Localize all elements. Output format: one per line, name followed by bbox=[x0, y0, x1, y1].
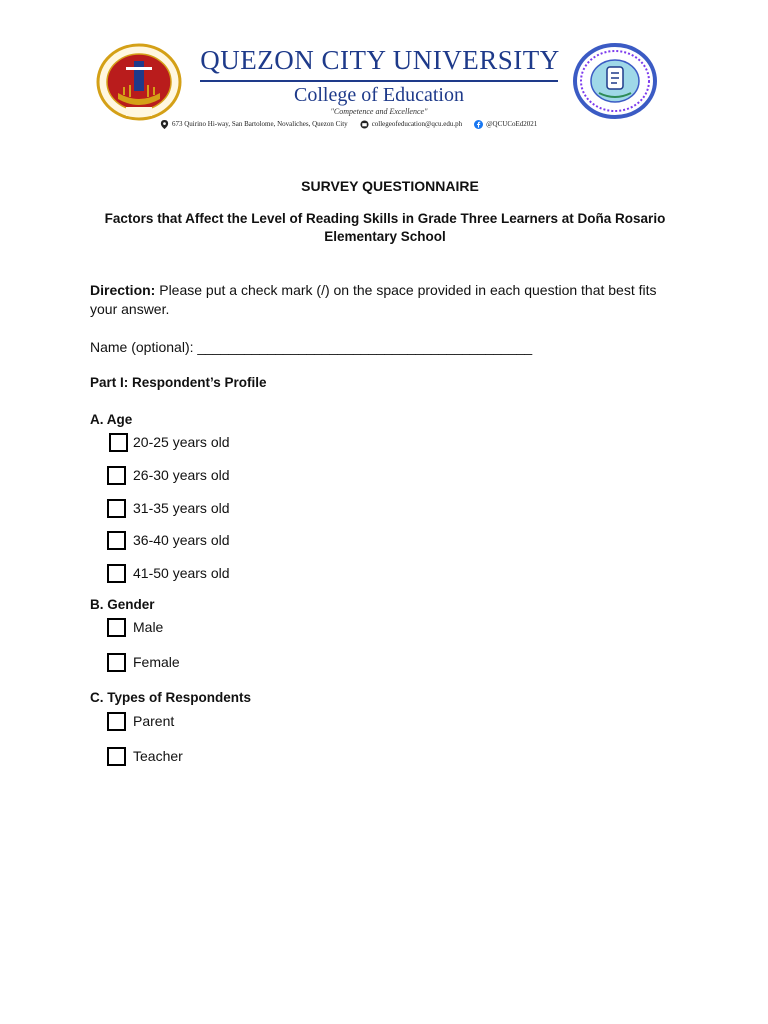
gender-option[interactable] bbox=[107, 650, 180, 674]
contact-address: 673 Quirino Hi-way, San Bartolome, Novaliches, Quezon City bbox=[172, 120, 348, 128]
age-option[interactable] bbox=[109, 430, 230, 454]
part-one-title: Part I: Respondent’s Profile bbox=[90, 375, 267, 390]
age-option-label: 26-30 years old bbox=[133, 467, 230, 483]
location-pin-icon bbox=[160, 120, 169, 129]
direction-label: Direction: bbox=[90, 282, 156, 298]
age-section-label: A. Age bbox=[90, 412, 133, 427]
gender-checkbox[interactable] bbox=[107, 653, 126, 672]
university-name: QUEZON CITY UNIVERSITY bbox=[200, 45, 560, 75]
gender-option-label: Female bbox=[133, 654, 180, 670]
age-option[interactable] bbox=[107, 561, 230, 585]
respondent-type-section-label: C. Types of Respondents bbox=[90, 690, 252, 705]
age-checkbox[interactable] bbox=[107, 564, 126, 583]
age-option-label: 36-40 years old bbox=[133, 532, 230, 548]
direction-text: Please put a check mark (/) on the space provided in each question that best fits your answer. bbox=[90, 282, 657, 317]
respondent-type-option-label: Parent bbox=[133, 713, 175, 729]
age-option[interactable] bbox=[107, 496, 230, 520]
gender-option[interactable] bbox=[107, 615, 163, 639]
college-seal-logo bbox=[573, 43, 657, 119]
age-option-label: 20-25 years old bbox=[133, 434, 230, 450]
contact-facebook: @QCUCoEd2021 bbox=[486, 120, 538, 128]
document-title: SURVEY QUESTIONNAIRE bbox=[301, 178, 479, 194]
facebook-icon bbox=[474, 120, 483, 129]
contact-email: collegeofeducation@qcu.edu.ph bbox=[371, 120, 463, 128]
respondent-type-checkbox[interactable] bbox=[107, 712, 126, 731]
age-checkbox[interactable] bbox=[109, 433, 128, 452]
university-seal-logo bbox=[96, 43, 182, 121]
document-subtitle: Factors that Affect the Level of Reading Skills in Grade Three Learners at Doña Rosario Elementary School bbox=[104, 211, 666, 244]
age-option[interactable] bbox=[107, 463, 230, 487]
letterhead bbox=[0, 0, 768, 140]
letterhead-rule bbox=[200, 80, 558, 82]
contact-line bbox=[160, 118, 600, 130]
age-checkbox[interactable] bbox=[107, 499, 126, 518]
age-option-label: 41-50 years old bbox=[133, 565, 230, 581]
age-option-label: 31-35 years old bbox=[133, 500, 230, 516]
gender-checkbox[interactable] bbox=[107, 618, 126, 637]
direction-paragraph bbox=[90, 281, 680, 319]
respondent-type-option-label: Teacher bbox=[133, 748, 183, 764]
respondent-type-checkbox[interactable] bbox=[107, 747, 126, 766]
email-icon bbox=[360, 120, 369, 129]
name-field-label: Name (optional): bbox=[90, 339, 194, 355]
respondent-type-option[interactable] bbox=[107, 709, 174, 733]
age-option[interactable] bbox=[107, 528, 230, 552]
age-checkbox[interactable] bbox=[107, 531, 126, 550]
gender-section-label: B. Gender bbox=[90, 597, 155, 612]
name-field[interactable] bbox=[90, 338, 690, 357]
college-motto: "Competence and Excellence" bbox=[330, 107, 428, 116]
respondent-type-option[interactable] bbox=[107, 744, 183, 768]
age-checkbox[interactable] bbox=[107, 466, 126, 485]
gender-option-label: Male bbox=[133, 619, 164, 635]
name-field-blank[interactable]: ___________________________________________ bbox=[197, 339, 533, 355]
college-name: College of Education bbox=[294, 84, 464, 106]
